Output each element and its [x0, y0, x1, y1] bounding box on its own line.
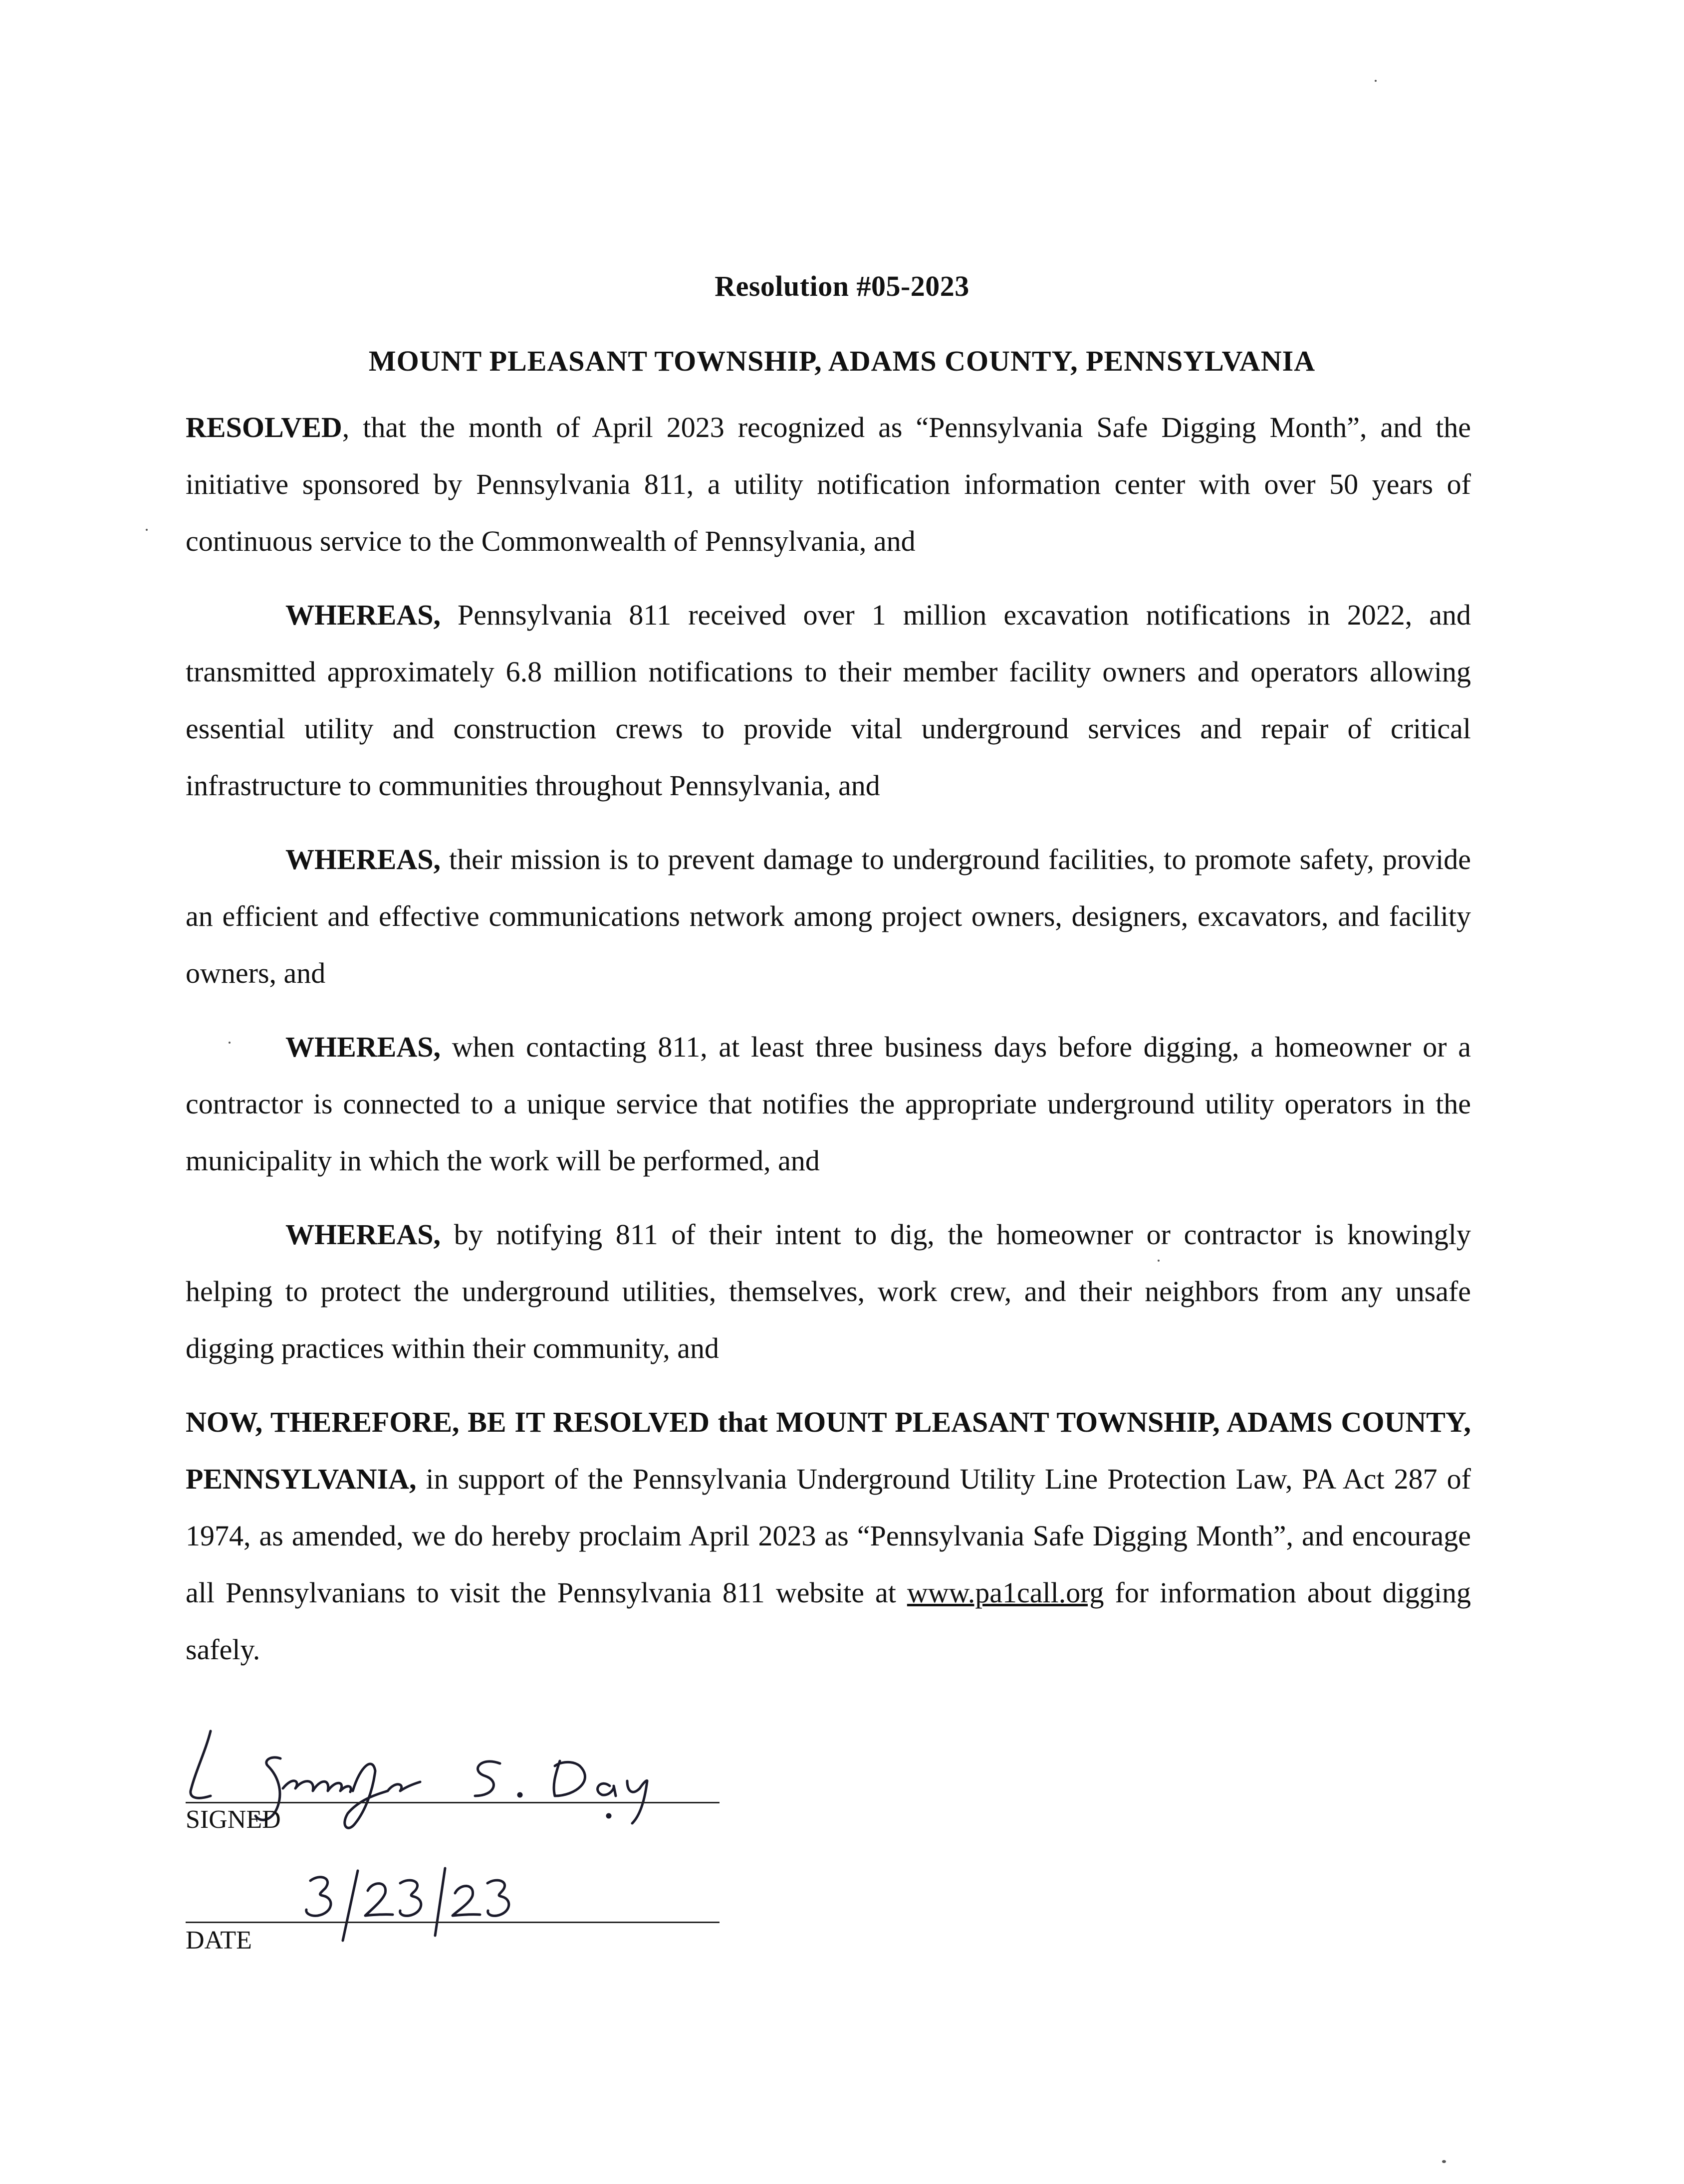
whereas-text: Pennsylvania 811 received over 1 million excavation notifications in 2022, and transmitted approximately 6.8 million notifications to their member facility owners and operators allowing essential utility and construction crews to provide vital underground services and repair of critical infrastructure to communities throughout Pennsylvania, and	[186, 599, 1471, 802]
whereas-paragraph-1	[186, 587, 1471, 814]
whereas-keyword: WHEREAS,	[285, 1031, 441, 1063]
signature-block	[186, 1716, 720, 1841]
resolution-body	[186, 399, 1471, 1695]
scan-speck	[146, 529, 148, 531]
date-block	[186, 1841, 720, 1966]
scan-speck	[1158, 1260, 1160, 1262]
resolved-keyword: RESOLVED	[186, 411, 342, 443]
whereas-paragraph-4	[186, 1206, 1471, 1377]
date-line	[186, 1922, 720, 1923]
resolution-title: Resolution #05-2023	[715, 270, 969, 302]
whereas-keyword: WHEREAS,	[285, 843, 441, 875]
township-heading: MOUNT PLEASANT TOWNSHIP, ADAMS COUNTY, PENNSYLVANIA	[368, 345, 1316, 377]
whereas-text: by notifying 811 of their intent to dig, the homeowner or contractor is knowingly helping to protect the underground utilities, themselves, work crew, and their neighbors from any unsafe digging practices within their community, and	[186, 1218, 1471, 1364]
whereas-keyword: WHEREAS,	[285, 599, 441, 631]
now-therefore-closing: for information about digging safely.	[186, 1576, 1471, 1666]
scan-speck	[229, 1042, 231, 1044]
whereas-text: when contacting 811, at least three business days before digging, a homeowner or a contractor is connected to a unique service that notifies the appropriate underground utility operators in the municipality in which the work will be performed, and	[186, 1031, 1471, 1177]
signature-line	[186, 1802, 720, 1803]
scan-speck	[1375, 80, 1377, 82]
now-therefore-keyword: NOW, THEREFORE, BE IT RESOLVED that MOUNT PLEASANT TOWNSHIP, ADAMS COUNTY, PENNSYLVANIA,	[186, 1406, 1471, 1495]
whereas-paragraph-2	[186, 831, 1471, 1002]
resolved-paragraph	[186, 399, 1471, 570]
signed-label: SIGNED	[186, 1805, 281, 1834]
website-link[interactable]: www.pa1call.org	[907, 1576, 1104, 1609]
whereas-text: their mission is to prevent damage to underground facilities, to promote safety, provide an efficient and effective communications network among project owners, designers, excavators, and facility owners, and	[186, 843, 1471, 989]
now-therefore-paragraph	[186, 1394, 1471, 1678]
resolved-text: , that the month of April 2023 recognized as “Pennsylvania Safe Digging Month”, and the initiative sponsored by Pennsylvania 811, a utility notification information center with over 50 years of continuous service to the Commonwealth of Pennsylvania, and	[186, 411, 1471, 557]
whereas-keyword: WHEREAS,	[285, 1218, 441, 1251]
date-label: DATE	[186, 1926, 252, 1955]
whereas-paragraph-3	[186, 1019, 1471, 1189]
handwritten-date	[270, 1841, 620, 1966]
now-therefore-text: in support of the Pennsylvania Underground Utility Line Protection Law, PA Act 287 of 1974, as amended, we do hereby proclaim April 2023 as “Pennsylvania Safe Digging Month”, and encourage all Pennsylvanians to visit the Pennsylvania 811 website at	[186, 1463, 1471, 1609]
scan-speck	[1442, 2160, 1446, 2163]
